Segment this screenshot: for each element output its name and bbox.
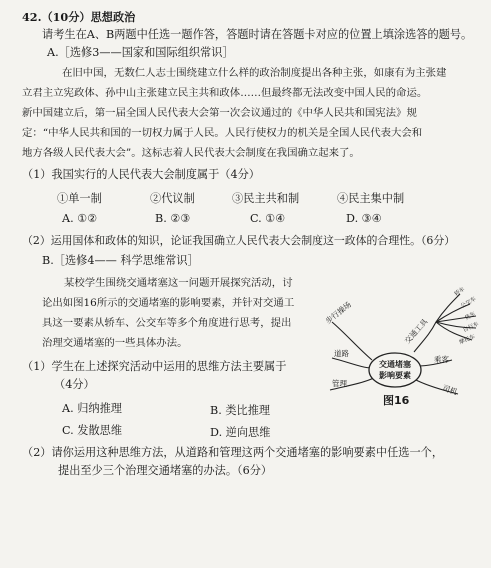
passage-a-line: 定：“中华人民共和国的一切权力属于人民。人民行使权力的机关是全国人民代表大会和: [22, 127, 423, 139]
center-label-line1: 交通堵塞: [379, 360, 411, 369]
label-transport: 交通工具: [402, 317, 430, 346]
a1-choice: A. ①②: [62, 212, 98, 225]
question-b1-score: （4分）: [54, 378, 95, 391]
passage-a-line: 立君主立宪政体、孙中山主张建立民主共和政体……但最终都无法改变中国人民的命运。: [22, 87, 428, 99]
question-header: 42.（10分）思想政治: [22, 10, 136, 24]
a1-item: ①单一制: [57, 192, 102, 205]
label-management: 管理: [332, 379, 347, 388]
option-a-title: A.［选修3——国家和国际组织常识］: [47, 46, 234, 59]
passage-a-line: 地方各级人民代表大会”。这标志着人民代表大会制度在我国确立起来了。: [22, 147, 360, 159]
sub-label: 自行车: [462, 321, 480, 334]
label-road: 道路: [334, 349, 349, 358]
sub-label: 轿车: [453, 286, 467, 298]
question-b1: （1）学生在上述探究活动中运用的思维方法主要属于: [22, 360, 287, 373]
question-b2-cont: 提出至少三个治理交通堵塞的办法。（6分）: [58, 464, 273, 477]
passage-b-line: 治理交通堵塞的一些具体办法。: [42, 337, 188, 349]
b1-choice: C. 发散思维: [62, 424, 123, 437]
b1-choice: B. 类比推理: [210, 404, 271, 417]
sub-label: 摩托车: [458, 334, 477, 346]
label-pedestrian: 步行操场: [323, 300, 353, 326]
figure-caption: 图16: [383, 394, 410, 407]
question-a2: （2）运用国体和政体的知识，论证我国确立人民代表大会制度这一政体的合理性。（6分）: [22, 234, 456, 247]
sub-label: 货车: [464, 311, 477, 322]
a1-choice: C. ①④: [250, 212, 286, 225]
question-a1: （1）我国实行的人民代表大会制度属于（4分）: [22, 168, 260, 181]
passage-b-line: 某校学生围绕交通堵塞这一问题开展探究活动，讨: [64, 277, 293, 289]
sub-branch: [436, 294, 460, 322]
passage-a-line: 在旧中国，无数仁人志士围绕建立什么样的政治制度提出各种主张，如康有为主张建: [62, 67, 447, 79]
passage-a-line: 新中国建立后，第一届全国人民代表大会第一次会议通过的《中华人民共和国宪法》规: [22, 107, 417, 119]
sub-label: 公交车: [460, 296, 478, 310]
option-b-title: B.［选修4—— 科学思维常识］: [42, 254, 199, 267]
b1-choice: A. 归纳推理: [62, 402, 122, 415]
passage-b-line: 论出如图16所示的交通堵塞的影响要素，并针对交通工: [42, 297, 295, 309]
a1-item: ②代议制: [150, 192, 195, 205]
branch-road: [332, 358, 372, 368]
b1-choice: D. 逆向思维: [210, 426, 271, 439]
a1-choice: B. ②③: [155, 212, 191, 225]
a1-choice: D. ③④: [346, 212, 382, 225]
a1-item: ④民主集中制: [337, 192, 405, 205]
passage-b-line: 具这一要素从轿车、公交车等多个角度进行思考，提出: [42, 317, 292, 329]
label-driver: 司机: [441, 383, 459, 397]
mind-map-center: [369, 353, 421, 387]
question-b2: （2）请你运用这种思维方法，从道路和管理这两个交通堵塞的影响要素中任选一个，: [22, 446, 444, 459]
center-label-line2: 影响要素: [379, 371, 411, 380]
label-passenger: 乘客: [434, 355, 449, 364]
instruction: 请考生在A、B两题中任选一题作答，答题时请在答题卡对应的位置上填涂选答的题号。: [42, 28, 473, 41]
mind-map-figure: [318, 286, 488, 406]
a1-item: ③民主共和制: [232, 192, 300, 205]
